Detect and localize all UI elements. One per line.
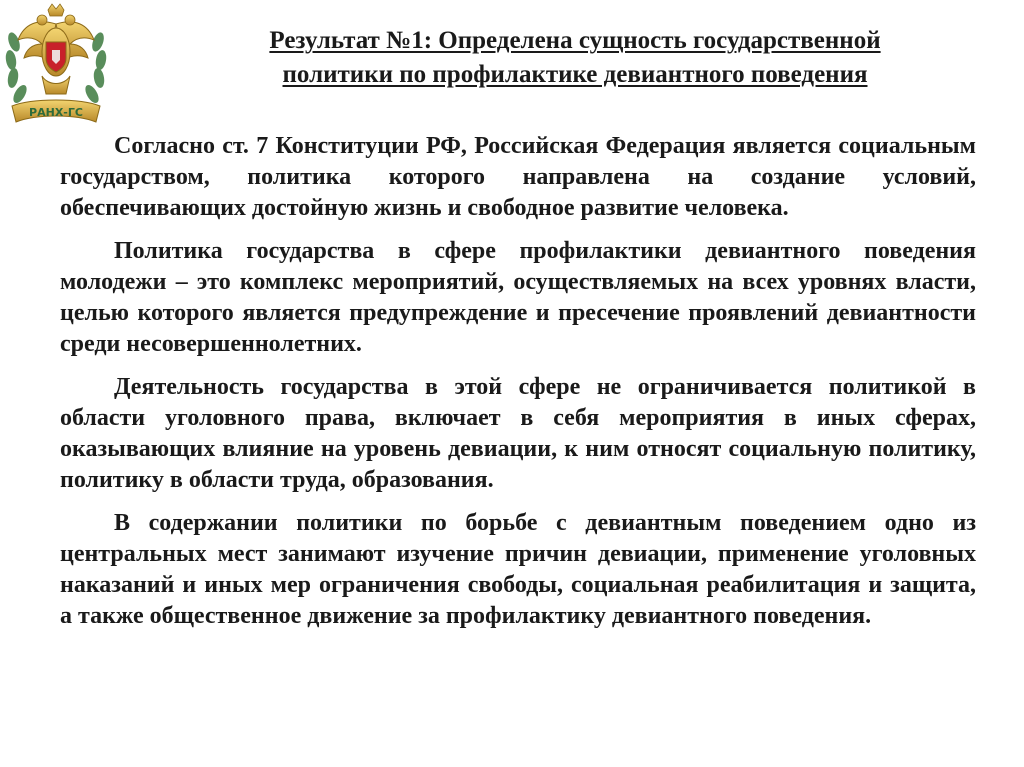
slide-title-line-2: политики по профилактике девиантного поведения xyxy=(282,61,868,88)
ranepa-emblem-icon xyxy=(2,2,110,134)
slide-title-line-1: Результат №1: Определена сущность государственной xyxy=(269,27,881,54)
paragraph-policy-content: В содержании политики по борьбе с девиантным поведением одно из центральных мест занимают изучение причин девиации, применение уголовных наказаний и иных мер ограничения свободы, социальная реабилитация и защита, а также общественное движение за профилактику девиантного поведения. xyxy=(60,510,976,629)
paragraph-constitution: Согласно ст. 7 Конституции РФ, Российская Федерация является социальным государством, политика которого направлена на создание условий, обеспечивающих достойную жизнь и свободное развитие человека. xyxy=(60,133,976,221)
paragraph-state-activity: Деятельность государства в этой сфере не ограничивается политикой в области уголовного права, включает в себя мероприятия в иных сферах, оказывающих влияние на уровень девиации, к ним относят социальную политику, политику в области труда, образования. xyxy=(60,374,976,493)
svg-text:РАНХ-ГС: РАНХ-ГС xyxy=(29,106,83,119)
paragraph-policy-definition: Политика государства в сфере профилактики девиантного поведения молодежи – это комплекс мероприятий, осуществляемых на всех уровнях власти, целью которого является предупреждение и пресечение проявлений девиантности среди несовершеннолетних. xyxy=(60,238,976,357)
slide-title xyxy=(150,24,1000,92)
slide-body xyxy=(60,131,976,644)
